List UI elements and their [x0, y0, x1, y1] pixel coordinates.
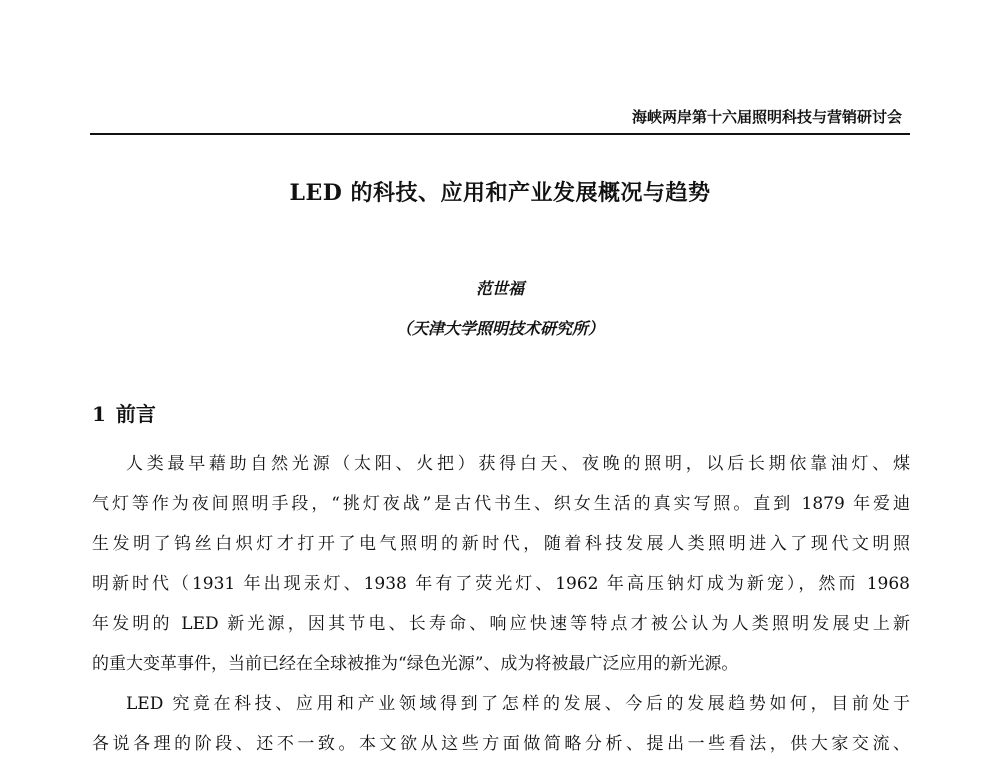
section-number: 1 [92, 402, 106, 426]
paragraph-1 [92, 444, 910, 684]
paragraph-line: 明新时代（1931 年出现汞灯、1938 年有了荧光灯、1962 年高压钠灯成为新宠），然而 1968 [92, 574, 910, 594]
paragraph-line: 生发明了钨丝白炽灯才打开了电气照明的新时代，随着科技发展人类照明进入了现代文明照 [92, 534, 910, 554]
author-name: 范世福 [475, 279, 524, 298]
paragraph-line: 人类最早藉助自然光源（太阳、火把）获得白天、夜晚的照明，以后长期依靠油灯、煤 [126, 454, 910, 474]
paragraph-2 [92, 684, 910, 764]
paragraph-line: 各说各理的阶段、还不一致。本文欲从这些方面做简略分析、提出一些看法，供大家交流、 [92, 734, 910, 754]
author-affiliation: （天津大学照明技术研究所） [395, 319, 604, 338]
body-text [92, 444, 910, 764]
section-heading [92, 398, 156, 427]
paper-title: LED 的科技、应用和产业发展概况与趋势 [289, 180, 711, 206]
section-title: 前言 [115, 402, 156, 426]
paragraph-line: 气灯等作为夜间照明手段，“挑灯夜战”是古代书生、织女生活的真实写照。直到 1879 年爱迪 [92, 494, 910, 514]
paragraph-line: 年发明的 LED 新光源，因其节电、长寿命、响应快速等特点才被公认为人类照明发展史上新 [92, 614, 910, 634]
paragraph-line: LED 究竟在科技、应用和产业领域得到了怎样的发展、今后的发展趋势如何，目前处于 [126, 694, 910, 714]
running-header: 海峡两岸第十六届照明科技与营销研讨会 [631, 108, 902, 126]
paragraph-line: 的重大变革事件，当前已经在全球被推为“绿色光源”、成为将被最广泛应用的新光源。 [92, 654, 739, 674]
header-rule [90, 133, 910, 135]
